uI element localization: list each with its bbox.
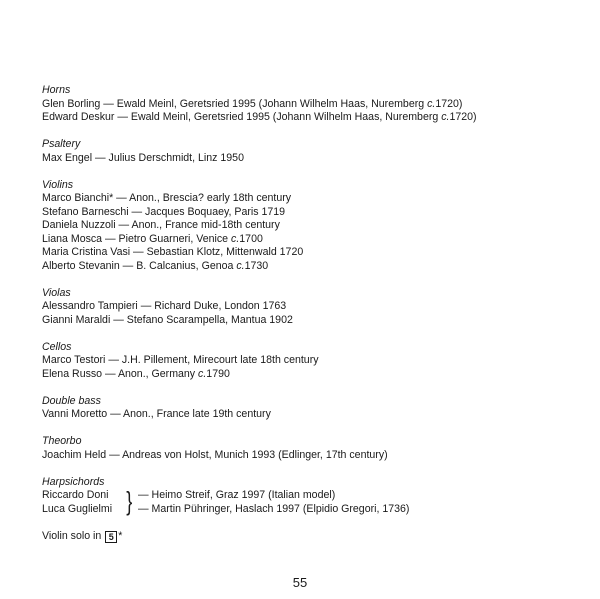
entry-text: Gianni Maraldi — Stefano Scarampella, Mantua 1902 — [42, 313, 293, 326]
player-name: Riccardo Doni — [42, 489, 109, 501]
entry-text: 1700 — [239, 232, 263, 245]
page-number: 55 — [292, 575, 308, 590]
entry-text: Maria Cristina Vasi — Sebastian Klotz, Mittenwald 1720 — [42, 246, 304, 258]
player-entry — [42, 152, 582, 166]
entry-text: Joachim Held — Andreas von Holst, Munich 1993 (Edlinger, 17th century) — [42, 448, 388, 461]
entry-text: c. — [236, 259, 245, 272]
entry-text: Marco Testori — J.H. Pillement, Mirecourt late 18th century — [42, 354, 319, 366]
violin-solo-text: Violin solo in — [42, 529, 102, 542]
section-heading: Theorbo — [42, 435, 82, 447]
player-entry — [42, 408, 582, 422]
personnel-list — [42, 84, 582, 543]
player-entry — [42, 111, 582, 125]
track-number-box: 5 — [105, 531, 117, 543]
violin-solo-note — [42, 530, 582, 544]
section-heading: Psaltery — [42, 138, 81, 150]
instrument-section — [42, 84, 582, 125]
player-entry — [42, 449, 582, 463]
player-entry — [42, 246, 582, 260]
instrument-section — [42, 395, 582, 422]
entry-text: 1720) — [449, 111, 477, 123]
entry-text: c. — [427, 97, 436, 110]
entry-text: Stefano Barneschi — Jacques Boquaey, Paris 1719 — [42, 205, 286, 218]
harpsichord-entries — [42, 486, 582, 516]
player-entry — [42, 354, 582, 368]
brace-symbol: } — [126, 486, 133, 516]
player-entry — [42, 314, 582, 328]
section-heading: Violas — [42, 286, 71, 299]
player-entry — [42, 219, 582, 233]
entry-text: Alessandro Tampieri — Richard Duke, London 1763 — [42, 300, 287, 312]
entry-text: Elena Russo — Anon., Germany — [42, 367, 199, 380]
section-harpsichords — [42, 476, 582, 517]
harpsichord-makers — [138, 489, 409, 516]
entry-text: 1720) — [435, 97, 463, 110]
harpsichord-players — [42, 489, 112, 516]
instrument-section — [42, 435, 582, 462]
entry-text: Vanni Moretto — Anon., France late 19th century — [42, 408, 271, 420]
section-heading: Horns — [42, 84, 71, 96]
entry-text: Marco Bianchi* — Anon., Brescia? early 18th century — [42, 192, 292, 204]
entry-text: Max Engel — Julius Derschmidt, Linz 1950 — [42, 151, 244, 164]
entry-text: Edward Deskur — Ewald Meinl, Geretsried 1995 (Johann Wilhelm Haas, Nuremberg — [42, 111, 442, 123]
player-entry — [42, 206, 582, 220]
instrument-section — [42, 138, 582, 165]
section-heading: Harpsichords — [42, 475, 105, 488]
entry-text: Alberto Stevanin — B. Calcanius, Genoa — [42, 259, 237, 272]
player-entry — [42, 98, 582, 112]
instrument-sections — [42, 84, 582, 462]
entry-text: c. — [441, 111, 450, 123]
instrument-section — [42, 341, 582, 382]
entry-text: Liana Mosca — Pietro Guarneri, Venice — [42, 232, 232, 245]
entry-text: Glen Borling — Ewald Meinl, Geretsried 1995 (Johann Wilhelm Haas, Nuremberg — [42, 97, 428, 110]
asterisk: * — [118, 529, 123, 542]
player-name: Luca Guglielmi — [42, 502, 113, 515]
player-entry — [42, 260, 582, 274]
maker-entry: — Martin Pühringer, Haslach 1997 (Elpidio Gregori, 1736) — [138, 502, 410, 515]
instrument-section — [42, 287, 582, 328]
entry-text: c. — [198, 367, 207, 380]
section-heading: Double bass — [42, 394, 101, 407]
section-heading: Cellos — [42, 340, 72, 353]
player-entry — [42, 233, 582, 247]
maker-entry: — Heimo Streif, Graz 1997 (Italian model) — [138, 489, 336, 501]
instrument-section — [42, 179, 582, 274]
player-entry — [42, 368, 582, 382]
player-entry — [42, 300, 582, 314]
player-entry — [42, 192, 582, 206]
entry-text: Daniela Nuzzoli — Anon., France mid-18th century — [42, 219, 280, 231]
section-heading: Violins — [42, 178, 74, 191]
entry-text: 1730 — [244, 259, 269, 272]
entry-text: c. — [231, 232, 240, 245]
entry-text: 1790 — [206, 367, 230, 380]
